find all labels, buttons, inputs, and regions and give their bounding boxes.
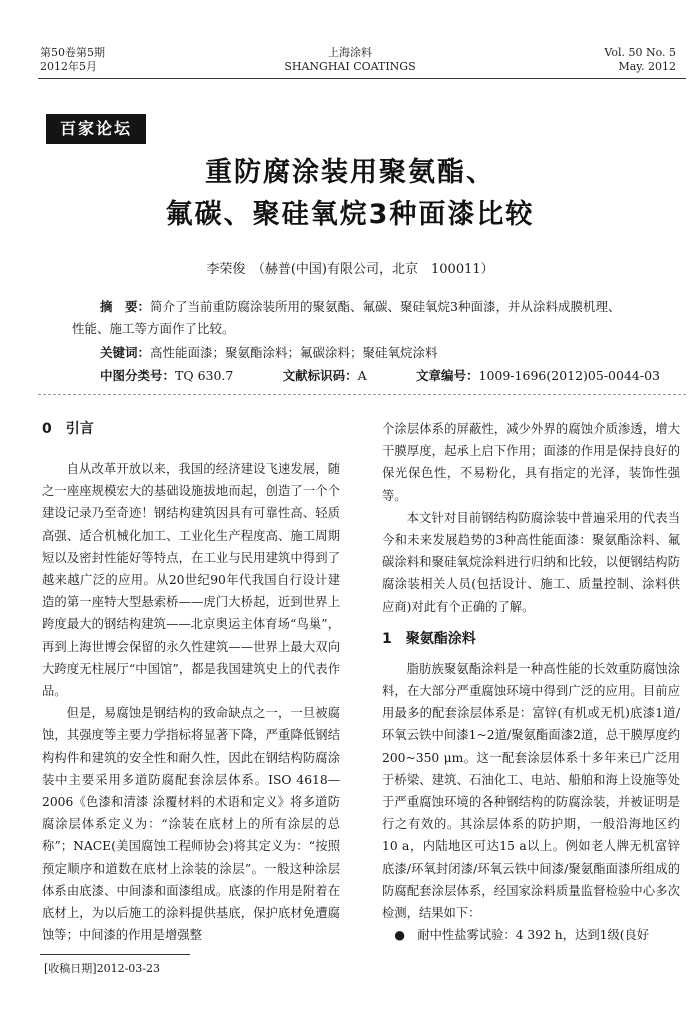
abstract-label: 摘 要： — [100, 299, 151, 314]
author-affiliation: 李荣俊 （赫普(中国)有限公司，北京 100011） — [206, 262, 494, 277]
abstract-divider — [38, 394, 686, 395]
section-heading-polyurethane: 1 聚氨酯涂料 — [382, 630, 476, 647]
paragraph: 本文针对目前钢结构防腐涂装中普遍采用的代表当今和未来发展趋势的3种高性能面漆：聚氨酯涂料、氟碳涂料和聚硅氧烷涂料进行归纳和比较，以便钢结构防腐涂装相关人员(包括设计、施工、质量控制、涂料供应商)对此有个正确的了解。 — [382, 510, 680, 614]
doc-code-value: A — [357, 368, 367, 383]
abstract-text-line2: 性能、施工等方面作了比较。 — [72, 321, 235, 336]
volume-issue-en: Vol. 50 No. 5 — [604, 46, 676, 59]
section-heading-intro: 0 引言 — [42, 421, 94, 437]
paragraph-continued: 个涂层体系的屏蔽性，减少外界的腐蚀介质渗透，增大干膜厚度，起承上启下作用；面漆的作用是保持良好的保光保色性，不易粉化，具有指定的光泽，装饰性强等。 — [382, 422, 680, 503]
paragraph: 自从改革开放以来，我国的经济建设飞速发展，随之一座座规模宏大的基础设施拔地而起，创造了一个个建设记录乃至奇迹！钢结构建筑因具有可靠性高、轻质高强、适合机械化加工、工业化生产程度高、施工周期短以及密封性能好等特点，在工业与民用建筑中得到了越来越广泛的应用。从20世纪90年代我国自行设计建造的第一座特大型悬索桥——虎门大桥起，近到世界上跨度最大的钢结构建筑——北京奥运主体育场“鸟巢”，再到上海世博会保留的永久性建筑——世界上最大双向大跨度无柱展厅“中国馆”，都是我国建筑史上的代表作品。 — [42, 462, 340, 699]
journal-name-en: SHANGHAI COATINGS — [284, 60, 416, 73]
column-badge: 百家论坛 — [46, 114, 146, 144]
bullet-item: ● 耐中性盐雾试验：4 392 h，达到1级(良好 — [394, 928, 650, 943]
classification-row — [100, 365, 660, 387]
clc-code — [100, 365, 233, 387]
article-title-line2: 氟碳、聚硅氧烷3种面漆比较 — [165, 199, 535, 230]
article-title-line1: 重防腐涂装用聚氨酯、 — [205, 157, 495, 188]
article-no-value: 1009-1696(2012)05-0044-03 — [478, 368, 660, 383]
abstract-continuation — [72, 318, 662, 340]
document-code — [283, 365, 367, 387]
journal-name-cn: 上海涂料 — [328, 46, 372, 59]
article-no-label: 文章编号： — [416, 368, 479, 383]
issue-date: 2012年5月 — [40, 60, 97, 73]
volume-issue: 第50卷第5期 — [40, 46, 105, 59]
keywords — [100, 342, 690, 364]
footnote-divider — [40, 954, 190, 955]
issue-date-en: May. 2012 — [618, 60, 676, 73]
journal-issue-info-en — [604, 46, 676, 74]
clc-label: 中图分类号： — [100, 368, 176, 383]
paragraph: 但是，易腐蚀是钢结构的致命缺点之一，一旦被腐蚀，其强度等主要力学指标将显著下降，严重降低钢结构构件和建筑的安全性和耐久性，因此在钢结构防腐涂装中主要采用多道防腐配套涂层体系。ISO 4618—2006《色漆和清漆 涂覆材料的术语和定义》将多道防腐涂层体系定义为：“涂装在底材上的所有涂层的总称”；NACE(美国腐蚀工程师协会)将其定义为：“按照预定顺序和道数在底材上涂装的涂层”。一般这种涂层体系由底漆、中间漆和面漆组成。底漆的作用是附着在底材上，为以后施工的涂料提供基底，保护底材免遭腐蚀等；中间漆的作用是增强整 — [42, 706, 340, 943]
keywords-text: 高性能面漆；聚氨酯涂料；氟碳涂料；聚硅氧烷涂料 — [150, 345, 438, 360]
article-number — [416, 365, 660, 387]
received-date-footnote: [收稿日期]2012-03-23 — [44, 962, 161, 975]
right-column — [382, 418, 680, 946]
keywords-label: 关键词： — [100, 345, 151, 360]
journal-name — [0, 46, 700, 74]
doc-code-label: 文献标识码： — [282, 368, 358, 383]
abstract-text-line1: 简介了当前重防腐涂装所用的聚氨酯、氟碳、聚硅氧烷3种面漆，并从涂料成膜机理、 — [150, 299, 621, 314]
left-column — [42, 418, 340, 946]
abstract — [100, 296, 666, 318]
paragraph: 脂肪族聚氨酯涂料是一种高性能的长效重防腐蚀涂料，在大部分严重腐蚀环境中得到广泛的应用。目前应用最多的配套涂层体系是：富锌(有机或无机)底漆1道/环氧云铁中间漆1~2道/聚氨酯面漆2道，总干膜厚度约200~350 μm。这一配套涂层体系十多年来已广泛用于桥梁、建筑、石油化工、电站、船舶和海上设施等处于严重腐蚀环境的各种钢结构的防腐涂装，并被证明是行之有效的。其涂层体系的防护期，一般沿海地区约10 a，内陆地区可达15 a以上。例如老人牌无机富锌底漆/环氧封闭漆/环氧云铁中间漆/聚氨酯面漆所组成的防腐配套涂层体系，经国家涂料质量监督检验中心多次检测，结果如下： — [382, 661, 680, 921]
clc-value: TQ 630.7 — [175, 368, 234, 383]
header-divider — [38, 78, 686, 79]
